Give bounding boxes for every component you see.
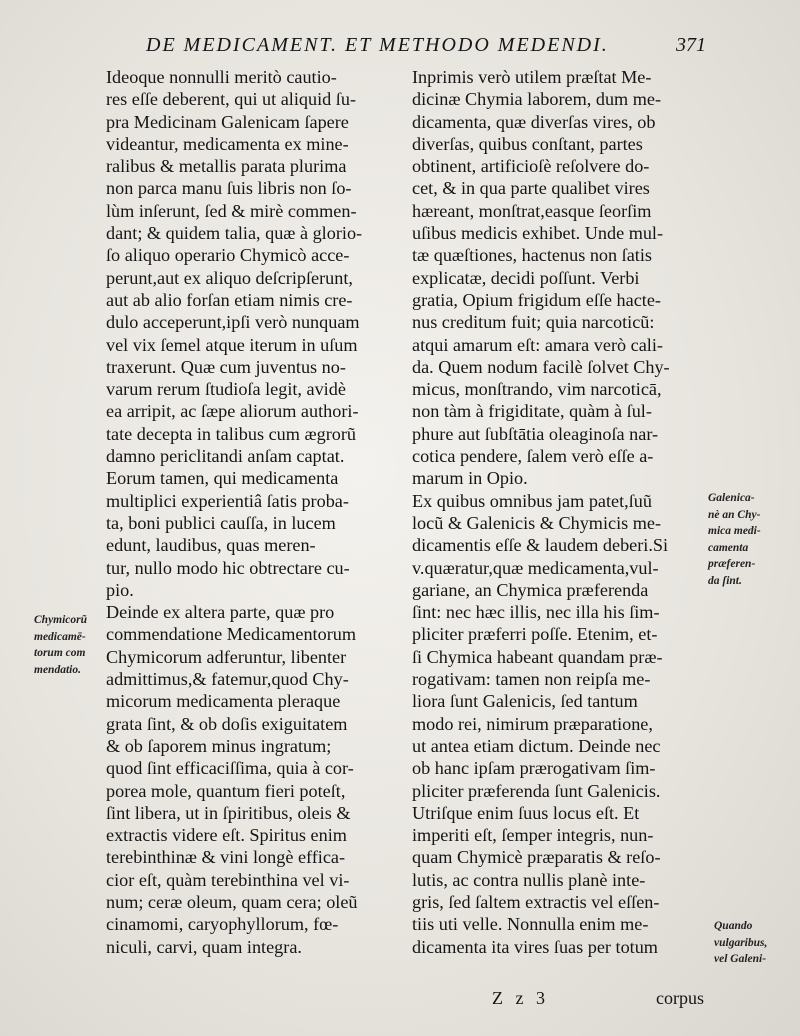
text-line: cinamomi, caryophyllorum, fœ- [106,914,339,935]
margin-note-line: Chymicorũ [34,614,88,626]
text-line: marum in Opio. [412,468,528,489]
text-line: ob hanc ipſam prærogativam ſim- [412,758,656,779]
text-line: aut ab alio forſan etiam nimis cre- [106,289,353,310]
text-line: ea arripit, ac ſæpe aliorum authori- [106,401,359,422]
text-line: extractis videre eſt. Spiritus enim [106,825,347,846]
text-line: diverſas, quibus conſtant, partes [412,133,643,154]
text-line: multiplici experientiâ ſatis proba- [106,490,349,511]
text-line: quod ſint efficaciſſima, quia à cor- [106,758,354,779]
text-line: Ex quibus omnibus jam patet,ſuũ [412,490,652,511]
text-line: cior eſt, quàm terebinthina vel vi- [106,869,350,890]
text-line: edunt, laudibus, quas meren- [106,535,316,556]
margin-note-right-upper [708,490,761,589]
margin-note-line: præferen- [708,558,756,570]
text-line: perunt,aut ex aliquo deſcripſerunt, [106,267,353,288]
running-title: DE MEDICAMENT. ET METHODO MEDENDI. [146,34,609,56]
margin-note-line: camenta [708,541,749,554]
text-line: quam Chymicè præparatis & reſo- [412,847,661,868]
text-line: uſibus medicis exhibet. Unde mul- [412,223,664,244]
text-line: phure aut ſubſtātia oleaginoſa nar- [412,423,659,444]
text-line: modo rei, nimirum præparatione, [412,713,653,734]
text-line: commendatione Medicamentorum [106,624,356,645]
text-line: Ideoque nonnulli meritò cautio- [106,67,337,87]
right-text-column [412,66,712,958]
text-line: dulo acceperunt,ipſi verò nunquam [106,312,360,333]
text-line: non tàm à frigiditate, quàm à ſul- [412,401,652,422]
text-line: Inprimis verò utilem præſtat Me- [412,67,652,87]
text-line: dicamenta, quæ diverſas vires, ob [412,111,656,132]
text-line: tate decepta in talibus cum ægrorũ [106,423,356,444]
text-line: lùm inſerunt, ſed & mirè commen- [106,200,357,221]
signature-mark: Z z 3 [492,988,549,1008]
text-line: imperiti eſt, ſemper integris, nun- [412,825,654,846]
text-line: pra Medicinam Galenicam ſapere [106,111,349,132]
text-line: pio. [106,579,134,600]
text-line: dant; & quidem talia, quæ à glorio- [106,223,363,244]
text-line: vel vix ſemel atque iterum in uſum [106,334,358,355]
text-line: res eſſe deberent, qui ut aliquid ſu- [106,89,356,110]
left-text-column [106,66,406,958]
catchword: corpus [656,988,704,1008]
text-line: explicatæ, decidi poſſunt. Verbi [412,267,640,288]
text-line: gariane, an Chymica præferenda [412,579,649,600]
text-line: Chymicorum adferuntur, libenter [106,646,347,667]
text-line: niculi, carvi, quam integra. [106,936,302,957]
text-line: tiis uti velle. Nonnulla enim me- [412,914,649,935]
text-line: ta, boni publici cauſſa, in lucem [106,512,336,533]
text-line: varum rerum ſtudioſa legit, avidè [106,379,346,400]
margin-note-line: Galenica- [708,492,755,504]
text-line: hæreant, monſtrat,easque ſeorſim [412,200,652,221]
text-line: damno periclitandi anſam captat. [106,446,345,467]
text-line: ſo aliquo operario Chymicò acce- [106,245,350,266]
margin-note-line: nè an Chy- [708,508,761,521]
text-line: dicinæ Chymia laborem, dum me- [412,89,662,110]
text-line: dicamentis eſſe & laudem deberi.Si [412,535,669,556]
text-line: ſint: nec hæc illis, nec illa his ſim- [412,602,660,623]
text-line: terebinthinæ & vini longè effica- [106,847,346,868]
text-line: ut antea etiam dictum. Deinde nec [412,735,661,756]
text-line: pliciter præferenda ſunt Galenicis. [412,780,661,801]
text-line: Eorum tamen, qui medicamenta [106,468,339,489]
page-number: 371 [676,34,706,56]
text-line: micus, monſtrando, vim narcoticā, [412,379,662,400]
text-line: ſi Chymica habeant quandam præ- [412,646,663,667]
text-line: grata ſint, & ob doſis exiguitatem [106,713,348,734]
text-line: rogativam: tamen non reipſa me- [412,669,651,690]
text-line: Deinde ex altera parte, quæ pro [106,602,335,623]
text-line: & ob ſaporem minus ingratum; [106,735,332,756]
margin-note-line: torum com [34,647,86,659]
text-line: atqui amarum eſt: amara verò cali- [412,334,663,355]
margin-note-line: vel Galeni- [714,953,767,965]
text-line: lutis, ac contra nullis planè inte- [412,869,646,890]
text-line: gratia, Opium frigidum eſſe hacte- [412,289,661,310]
text-line: liora ſunt Galenicis, ſed tantum [412,691,638,712]
margin-note-line: da ſint. [708,574,742,587]
text-line: pliciter præferri poſſe. Etenim, et- [412,624,658,645]
text-line: obtinent, artificioſè reſolvere do- [412,156,650,177]
text-line: locũ & Galenicis & Chymicis me- [412,512,662,533]
text-line: da. Quem nodum facilè ſolvet Chy- [412,356,670,377]
text-line: tæ quæſtiones, hactenus non ſatis [412,245,652,266]
text-line: tur, nullo modo hic obtrectare cu- [106,557,350,578]
text-line: gris, ſed ſaltem extractis vel eſſen- [412,891,660,912]
text-line: ſint libera, ut in ſpiritibus, oleis & [106,802,351,823]
text-line: traxerunt. Quæ cum juventus no- [106,356,346,377]
text-line: cotica pendere, ſalem verò eſſe a- [412,446,654,467]
margin-note-line: Quando [714,920,753,932]
text-line: dicamenta ita vires ſuas per totum [412,936,658,957]
text-line: admittimus,& fatemur,quod Chy- [106,669,349,690]
margin-note-line: mica medi- [708,525,761,537]
text-line: num; ceræ oleum, quam cera; oleũ [106,891,358,912]
text-line: v.quæratur,quæ medicamenta,vul- [412,557,659,578]
text-line: Utriſque enim ſuus locus eſt. Et [412,802,640,823]
margin-note-right-lower [714,918,767,968]
text-line: videantur, medicamenta ex mine- [106,133,349,154]
text-line: micorum medicamenta pleraque [106,691,341,712]
text-line: ralibus & metallis parata plurima [106,156,347,177]
text-line: cet, & in qua parte qualibet vires [412,178,650,199]
margin-note-left [34,612,87,678]
margin-note-line: medicamē- [34,630,86,643]
text-line: porea mole, quantum fieri poteſt, [106,780,346,801]
margin-note-line: mendatio. [34,663,81,676]
text-line: non parca manu ſuis libris non ſo- [106,178,352,199]
text-line: nus creditum fuit; quia narcoticũ: [412,312,655,333]
margin-note-line: vulgaribus, [714,936,768,949]
